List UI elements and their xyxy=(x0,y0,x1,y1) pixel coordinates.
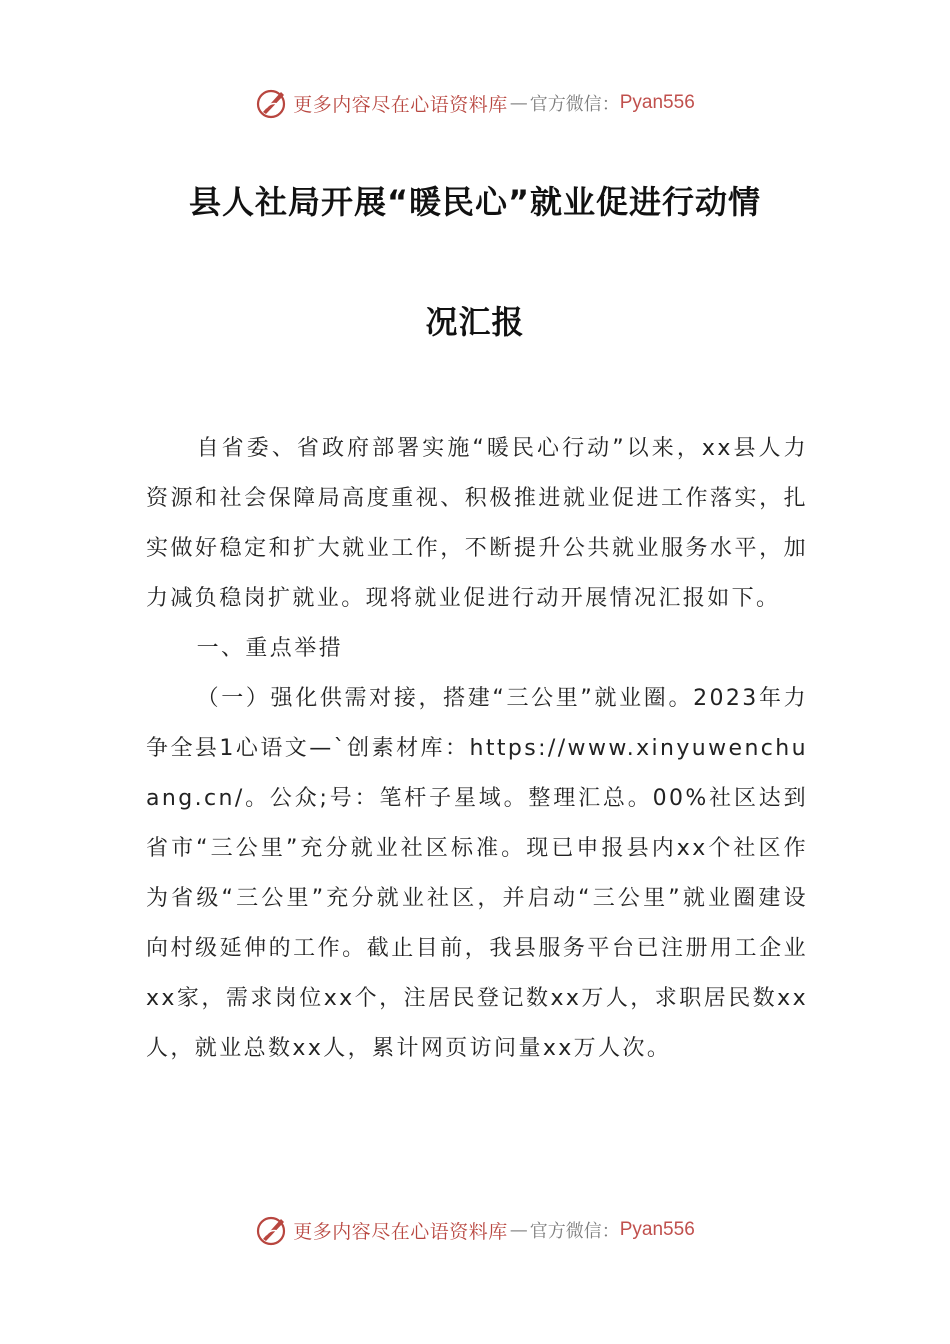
watermark-contact-label: 官方微信： xyxy=(529,1221,620,1242)
document-body xyxy=(146,424,808,1074)
pen-circle-logo-icon xyxy=(255,86,289,120)
watermark-contact-label: 官方微信： xyxy=(529,94,620,115)
watermark-footer xyxy=(0,1210,950,1250)
body-paragraph-intro: 自省委、省政府部署实施“暖民心行动”以来，xx县人力资源和社会保障局高度重视、积极推进就业促进工作落实，扎实做好稳定和扩大就业工作，不断提升公共就业服务水平，加力减负稳岗扩就业。现将就业促进行动开展情况汇报如下。 xyxy=(146,436,808,611)
pen-circle-logo-icon xyxy=(255,1213,289,1247)
watermark-contact-handle: Pyan556 xyxy=(619,1219,695,1240)
watermark-separator: — xyxy=(509,92,528,114)
watermark-brand-text: 更多内容尽在心语资料库 xyxy=(293,1220,508,1243)
watermark-contact-handle: Pyan556 xyxy=(619,92,695,113)
body-paragraph-measure-1: （一）强化供需对接，搭建“三公里”就业圈。2023年力争全县1心语文—`创素材库：https://www.xinyuwenchuang.cn/。公众;号：笔杆子星域。整理汇总。00%社区达到省市“三公里”充分就业社区标准。现已申报县内xx个社区作为省级“三公里”充分就业社区，并启动“三公里”就业圈建设向村级延伸的工作。截止目前，我县服务平台已注册用工企业xx家，需求岗位xx个，注居民登记数xx万人，求职居民数xx人，就业总数xx人，累计网页访问量xx万人次。 xyxy=(146,686,808,1061)
document-title-line-1: 县人社局开展“暖民心”就业促进行动情 xyxy=(188,183,762,221)
watermark-header xyxy=(0,83,950,123)
watermark-brand-text: 更多内容尽在心语资料库 xyxy=(293,93,508,116)
watermark-separator: — xyxy=(509,1219,528,1241)
section-heading-key-measures: 一、重点举措 xyxy=(196,636,343,661)
document-title-line-2: 况汇报 xyxy=(425,303,525,341)
